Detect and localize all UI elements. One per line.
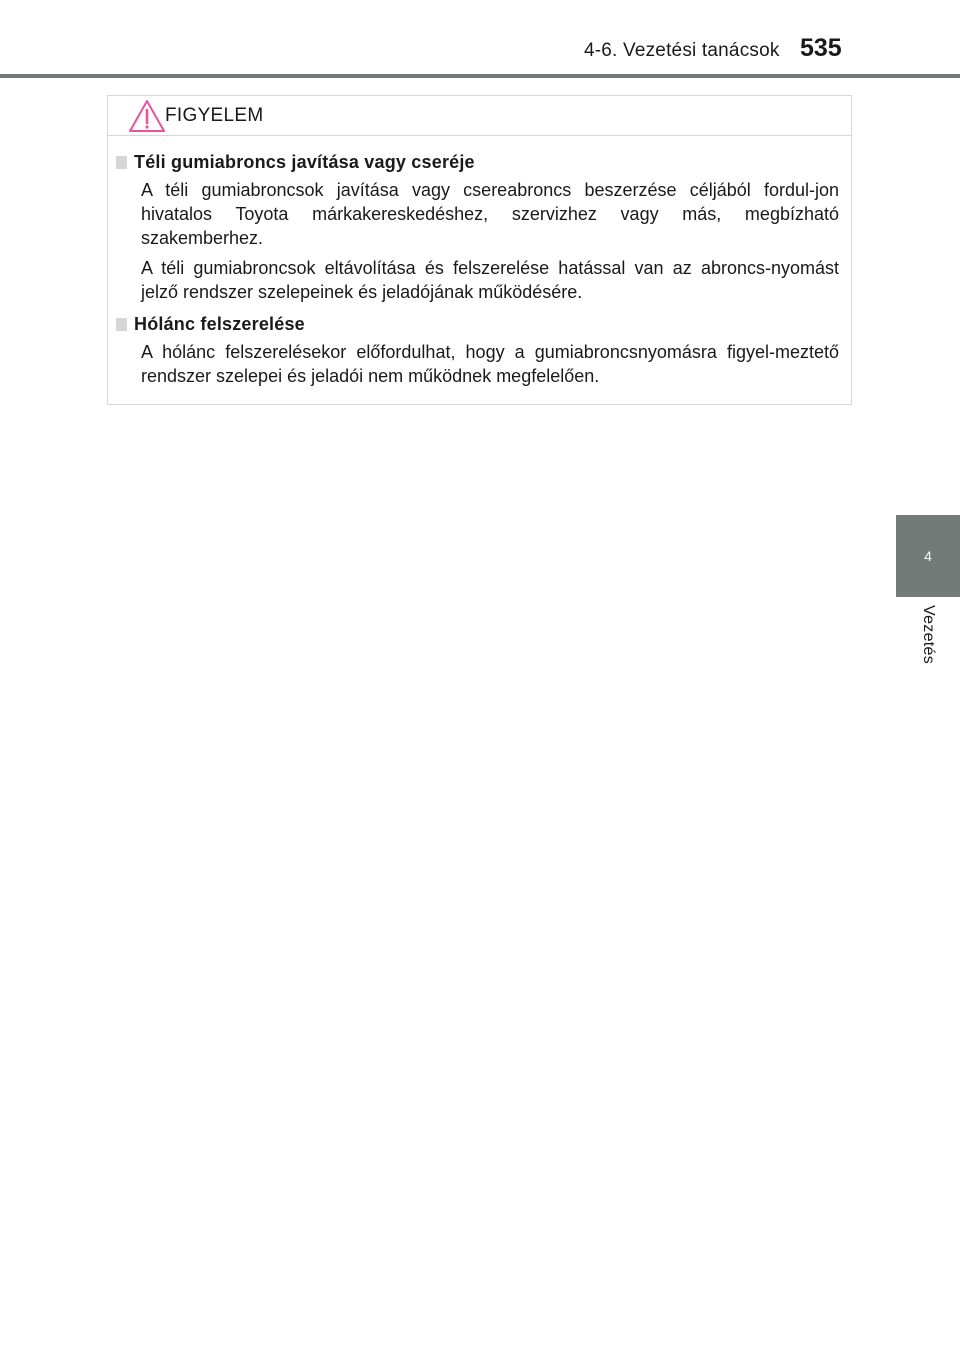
warning-header <box>108 96 851 136</box>
warning-body <box>108 136 851 388</box>
item-heading <box>116 152 839 173</box>
section-title: 4-6. Vezetési tanácsok <box>584 40 780 61</box>
item-heading <box>116 314 839 335</box>
chapter-label <box>896 605 960 685</box>
warning-box <box>107 95 852 405</box>
warning-triangle-icon <box>128 99 166 133</box>
warning-title: FIGYELEM <box>165 105 264 126</box>
page-number: 535 <box>800 34 842 62</box>
header-rule <box>0 74 960 78</box>
square-bullet-icon <box>116 318 127 331</box>
item-paragraph: A hólánc felszerelésekor előfordulhat, hogy a gumiabroncsnyomásra figyel-meztető rendszer szelepei és jeladói nem működnek megfelelően. <box>141 342 839 386</box>
square-bullet-icon <box>116 156 127 169</box>
item-paragraph: A téli gumiabroncsok eltávolítása és felszerelése hatással van az abroncs-nyomást jelző rendszer szelepeinek és jeladójának működésére. <box>141 258 839 302</box>
item-paragraph: A téli gumiabroncsok javítása vagy csereabroncs beszerzése céljából fordul-jon hivatalos Toyota márkakereskedéshez, szervizhez vagy más, megbízható szakemberhez. <box>141 180 839 248</box>
chapter-tab[interactable] <box>896 515 960 597</box>
warning-item-snow-chain <box>116 314 839 388</box>
warning-item-winter-tire <box>116 152 839 304</box>
item-heading-text: Téli gumiabroncs javítása vagy cseréje <box>134 152 475 172</box>
chapter-number: 4 <box>924 548 932 564</box>
item-heading-text: Hólánc felszerelése <box>134 314 305 334</box>
chapter-label-text: Vezetés <box>920 605 937 665</box>
